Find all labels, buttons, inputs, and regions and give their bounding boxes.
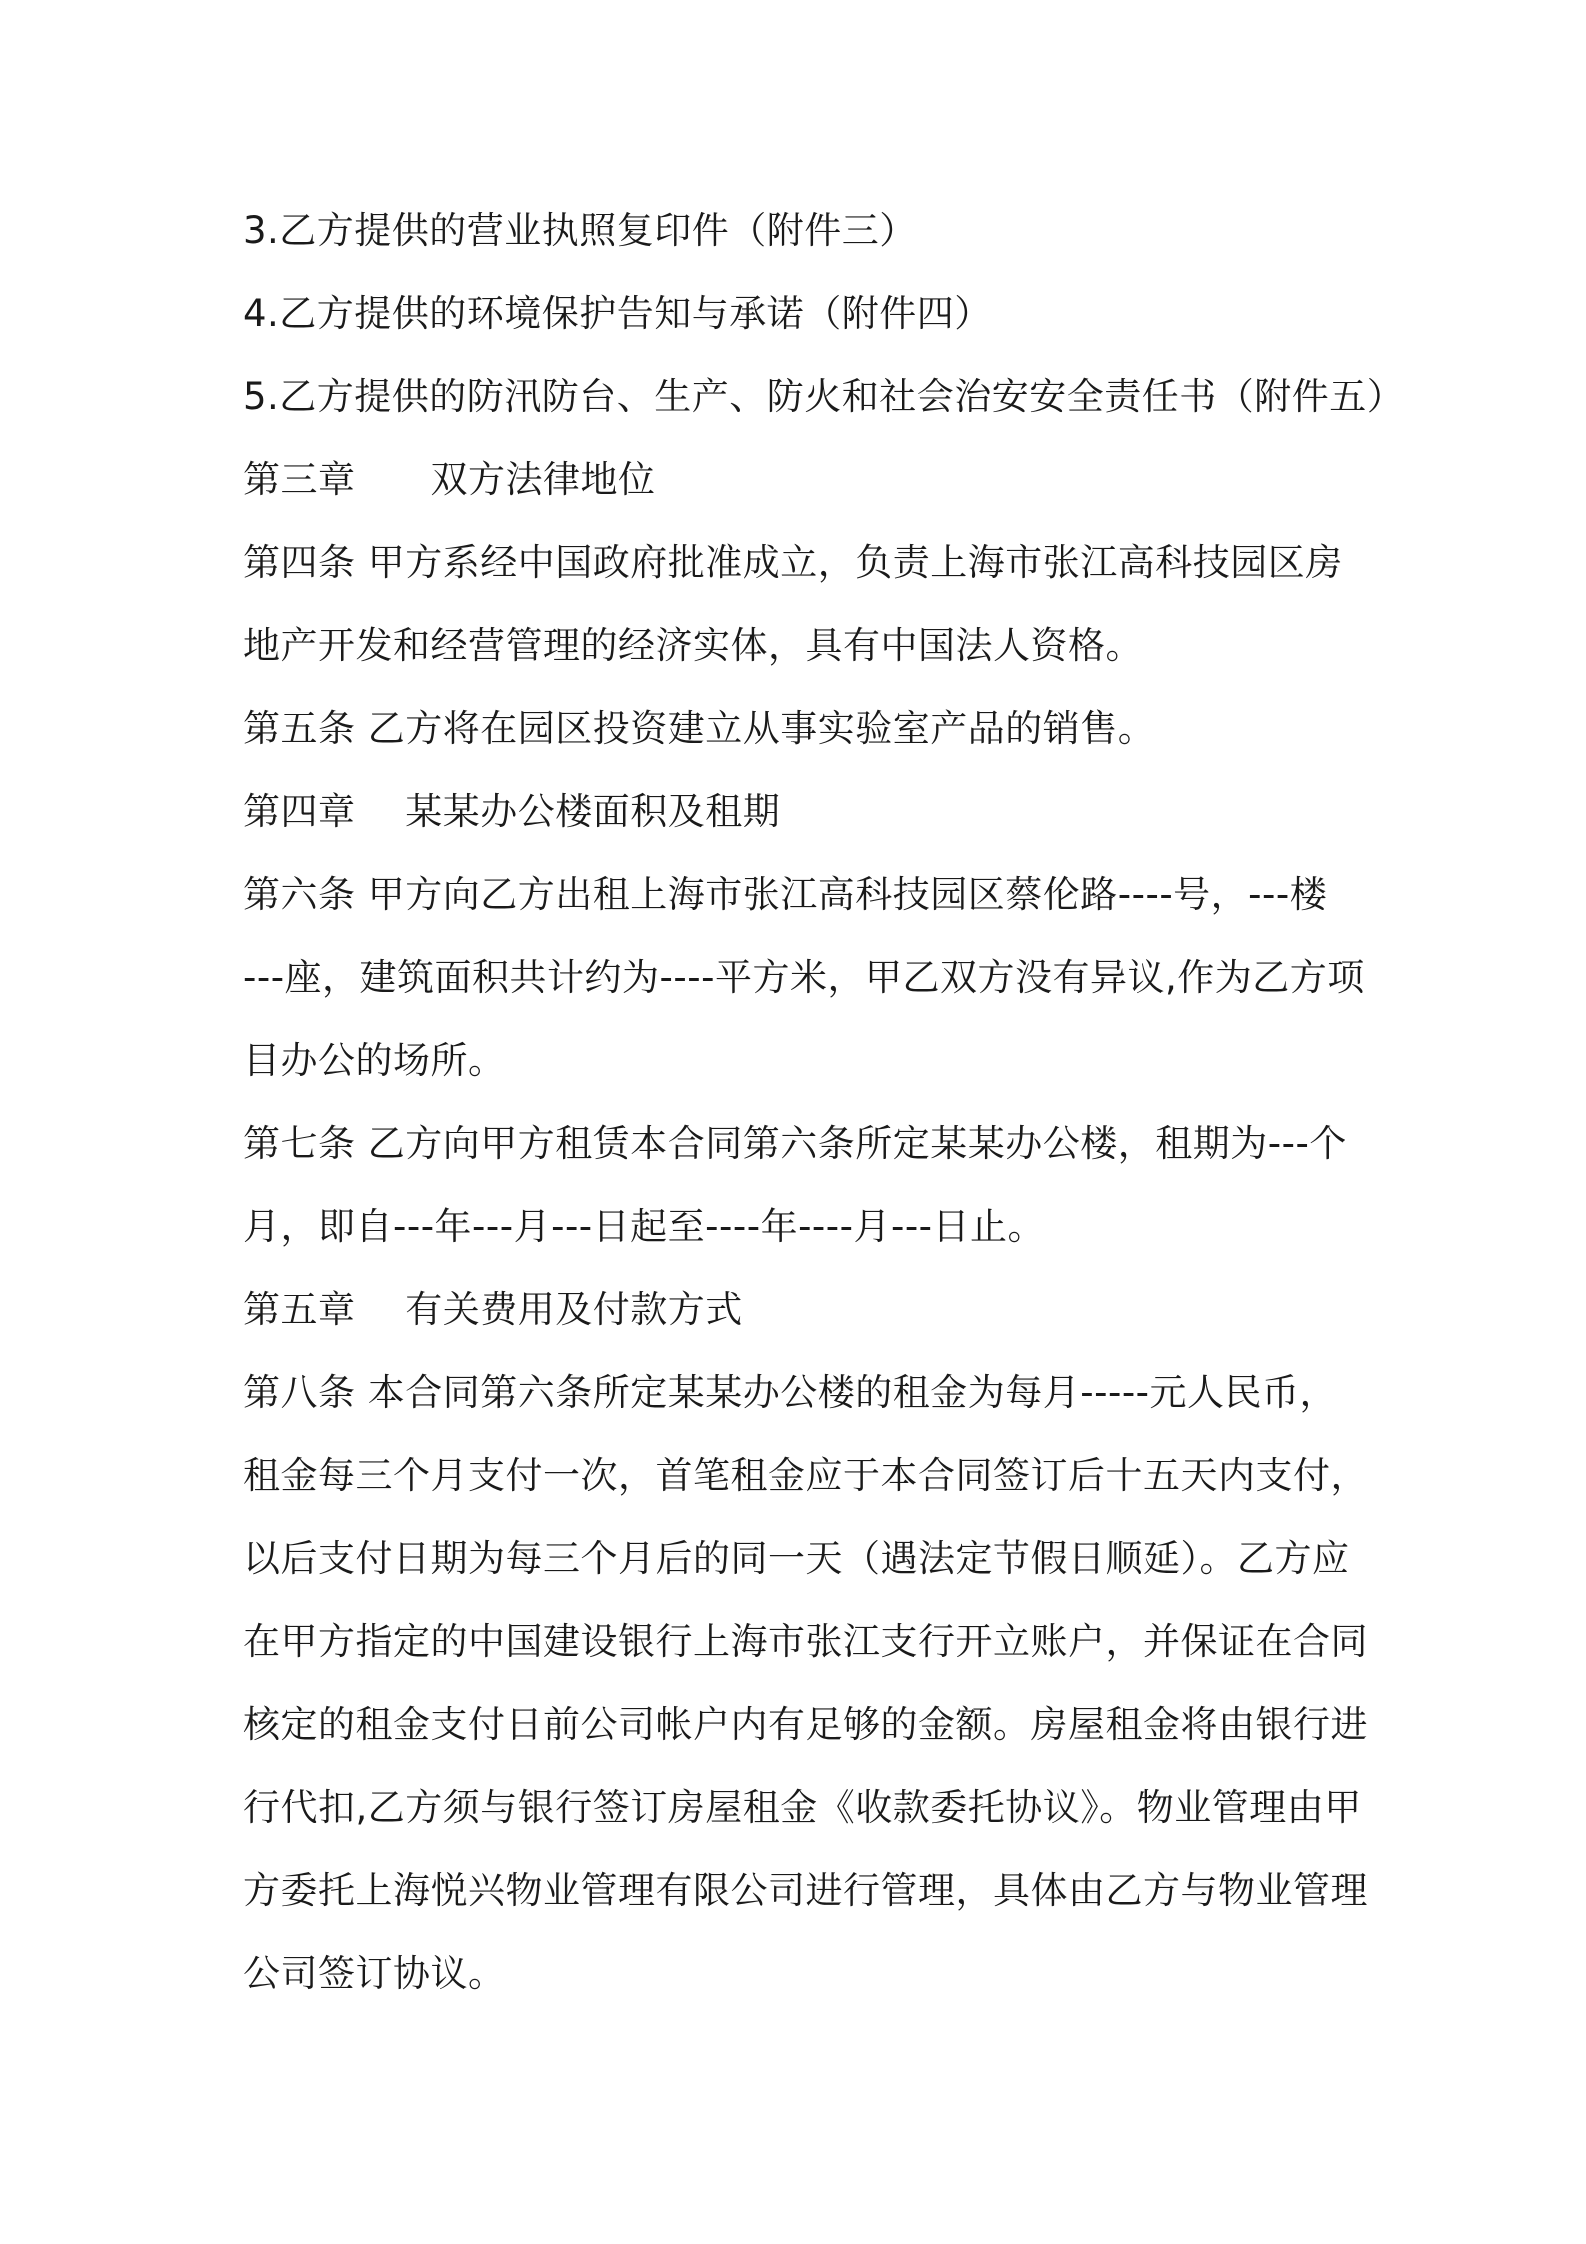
article-8-line-2: 租金每三个月支付一次，首笔租金应于本合同签订后十五天内支付， [243, 1454, 1368, 1497]
article-8-line-1: 第八条 本合同第六条所定某某办公楼的租金为每月-----元人民币， [243, 1371, 1338, 1414]
chapter-3-heading: 第三章 双方法律地位 [243, 458, 656, 501]
article-6-line-1: 第六条 甲方向乙方出租上海市张江高科技园区蔡伦路----号，---楼 [243, 873, 1328, 916]
article-4-line-2: 地产开发和经营管理的经济实体，具有中国法人资格。 [243, 624, 1143, 667]
article-4-line-1: 第四条 甲方系经中国政府批准成立，负责上海市张江高科技园区房 [243, 541, 1343, 584]
article-8-line-6: 行代扣,乙方须与银行签订房屋租金《收款委托协议》。物业管理由甲 [243, 1786, 1362, 1829]
chapter-5-heading: 第五章 有关费用及付款方式 [243, 1288, 743, 1331]
article-8-line-5: 核定的租金支付日前公司帐户内有足够的金额。房屋租金将由银行进 [243, 1703, 1368, 1746]
article-8-line-8: 公司签订协议。 [243, 1952, 506, 1995]
text-line-attachment-4: 4.乙方提供的环境保护告知与承诺（附件四） [243, 292, 992, 335]
text-line-attachment-3: 3.乙方提供的营业执照复印件（附件三） [243, 209, 917, 252]
article-5-line-1: 第五条 乙方将在园区投资建立从事实验室产品的销售。 [243, 707, 1156, 750]
article-6-line-3: 目办公的场所。 [243, 1039, 506, 1082]
article-7-line-2: 月，即自---年---月---日起至----年----月---日止。 [243, 1205, 1046, 1248]
text-line-attachment-5: 5.乙方提供的防汛防台、生产、防火和社会治安安全责任书（附件五） [243, 375, 1405, 418]
article-7-line-1: 第七条 乙方向甲方租赁本合同第六条所定某某办公楼，租期为---个 [243, 1122, 1347, 1165]
article-8-line-4: 在甲方指定的中国建设银行上海市张江支行开立账户，并保证在合同 [243, 1620, 1368, 1663]
article-8-line-7: 方委托上海悦兴物业管理有限公司进行管理，具体由乙方与物业管理 [243, 1869, 1368, 1912]
article-8-line-3: 以后支付日期为每三个月后的同一天（遇法定节假日顺延）。乙方应 [243, 1537, 1350, 1580]
chapter-4-heading: 第四章 某某办公楼面积及租期 [243, 790, 781, 833]
article-6-line-2: ---座，建筑面积共计约为----平方米，甲乙双方没有异议,作为乙方项 [243, 956, 1365, 999]
